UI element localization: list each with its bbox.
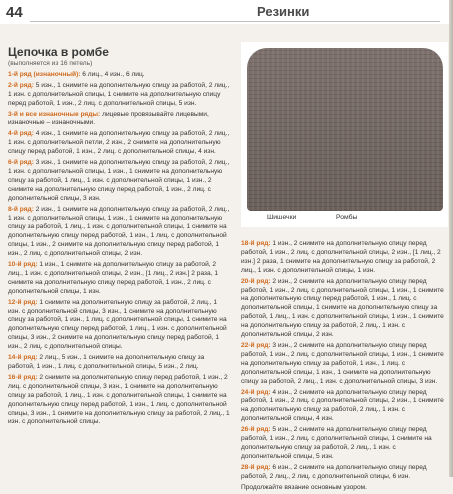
row-label: 3-й и все изнаночные ряды: [8, 110, 101, 118]
row-text: 1 снимите на дополнительную спицу за работой, 2 лиц., 1 изн. с дополнительной спицы, 3 изн., 1 снимите на дополнительную спицу за работой, 1 изн., 1 лиц. с дополнительной спицы, 1 снимите на дополнительную спицу перед работой, 1 лиц., 1 изн. с дополнительной спицы, 3 изн., 2 снимите на дополнительную спицу перед работой, 1 изн., 2 лиц. с дополнительной спицы. [8, 298, 227, 351]
row-text: 4 изн., 2 снимите на дополнительную спицу перед работой, 1 изн., 2 лиц. с дополнительной спицы, 2 изн., 1 снимите на дополнительную спицу за работой, 2 лиц., 1 изн. с дополнительной спицы, 4 изн. [241, 388, 444, 423]
row-label: 26-й ряд: [241, 426, 271, 434]
chapter-title: Резинки [257, 4, 310, 19]
row-4 [8, 130, 231, 157]
row-text: 5 изн., 2 снимите на дополнительную спицу перед работой, 1 изн., 2 лиц. с дополнительной спицы, 1 снимите на дополнительную спицу за работой, 2 лиц., 1 изн. с дополнительной спицы, 5 изн. [241, 426, 432, 460]
row-text: 1 изн., 1 снимите на дополнительную спицу за работой, 2 лиц., 1 изн. с дополнительной спицы, 2 изн., [1 лиц., 2 изн.] 2 раза, 1 снимите на дополнительную спицу перед работой, 1 изн., 2 лиц. с дополнительной спицы, 1 изн. [8, 261, 219, 295]
row-text: 2 изн., 2 снимите на дополнительную спицу перед работой, 1 изн., 2 лиц. с дополнительной спицы, 1 изн., 1 снимите на дополнительную спицу перед работой, 1 изн., 1 лиц. с дополнительной спицы, 1 снимите на дополнительную спицу за работой, 1 лиц., 1 изн. с дополнительной спицы, 1 изн., 1 снимите на дополнительную спицу за работой, 2 лиц., 1 изн. с дополнительной спицы, 2 изн. [241, 277, 444, 339]
row-20 [241, 278, 448, 340]
row-1 [8, 71, 231, 80]
row-text: 6 лиц., 4 изн., 6 лиц. [80, 70, 145, 78]
row-text: 1 изн., 2 снимите на дополнительную спицу перед работой, 1 изн., 2 лиц. с дополнительной спицы, 2 изн., [1 лиц., 2 изн.] 2 раза, 1 снимите на дополнительную спицу за работой, 2 лиц., 1 изн. с дополнительной спицы, 1 изн. [241, 240, 441, 274]
row-2 [8, 82, 231, 109]
row-label: 4-й ряд: [8, 130, 34, 138]
knit-swatch-image [247, 48, 443, 211]
row-label: 24-й ряд: [241, 388, 271, 396]
intro-note: (выполняется из 16 петель) [8, 60, 93, 67]
page-header [0, 0, 453, 24]
left-column [8, 60, 231, 429]
header-rule [30, 21, 440, 22]
row-26 [241, 426, 448, 462]
row-10 [8, 261, 231, 297]
page-number: 44 [6, 4, 23, 21]
row-label: 22-й ряд: [241, 341, 271, 349]
row-12 [8, 299, 231, 352]
section-title: Цепочка в ромбе [8, 45, 109, 59]
row-text: 4 изн., 1 снимите на дополнительную спицу за работой, 2 лиц., 1 изн. с дополнительной петли, 2 изн., 2 снимите на дополнительную спицу перед работой, 1 изн., 2 лиц. с дополнительной спицы, 4 изн. [8, 130, 230, 156]
row-14 [8, 354, 231, 372]
row-3 [8, 111, 231, 129]
row-text: 3 изн., 2 снимите на дополнительную спицу перед работой, 1 изн., 2 лиц. с дополнительной спицы, 1 изн., 1 снимите на дополнительную спицу за работой, 1 изн., 1 лиц. с дополнительной спицы, 1 изн., 1 снимите на дополнительную спицу за работой, 2 лиц., 1 изн. с дополнительной спицы, 3 изн. [241, 341, 444, 385]
row-label: 20-й ряд: [241, 277, 271, 285]
row-22 [241, 342, 448, 387]
photo-caption-left: Шишечки [267, 214, 297, 221]
row-text: 5 изн., 1 снимите на дополнительную спицу за работой, 2 лиц., 1 изн. с дополнительной спицы, 1 снимите на дополнительную спицу перед работой, 1 изн., 2 лиц. с дополнительной спицы, 5 изн. [8, 81, 230, 107]
row-text: 2 изн., 1 снимите на дополнительную спицу за работой, 2 лиц., 1 изн. с дополнительной спицы, 1 изн., 1 снимите на дополнительную спицу за работой, 1 лиц., 1 изн. с дополнительной спицы, 1 снимите на дополнительную спицу перед работой, 1 изн., 1 лиц. с дополнительной спицы, 1 изн., 2 снимите на дополнительную спицу перед работой, 1 изн., 2 лиц. с дополнительной спицы, 2 изн. [8, 205, 230, 258]
row-label: 2-й ряд: [8, 81, 34, 89]
row-text: лицевые провязывайте лицевыми, изнаночные – изнаночными. [8, 110, 209, 127]
row-label: 28-й ряд: [241, 463, 271, 471]
row-18 [241, 240, 448, 276]
knit-photo [241, 42, 448, 227]
row-text: 3 изн., 1 снимите на дополнительную спицу за работой, 2 лиц., 1 изн. с дополнительной спицы, 1 изн., 1 снимите на дополнительную спицу за работой, 1 лиц., 1 изн. с дополнительной спицы, 1 изн., 2 снимите на дополнительную спицу перед работой, 1 изн., 2 лиц. с дополнительной спицы, 3 изн. [8, 159, 230, 202]
row-label: 8-й ряд: [8, 205, 34, 213]
row-8 [8, 206, 231, 259]
row-label: 18-й ряд: [241, 240, 271, 247]
row-28 [241, 464, 448, 482]
row-label: 10-й ряд: [8, 261, 38, 269]
closing-note: Продолжайте вязание основным узором. [241, 483, 367, 491]
row-label: 6-й ряд: [8, 159, 34, 167]
row-label: 1-й ряд (изнаночный): [8, 70, 81, 78]
row-16 [8, 374, 231, 427]
photo-caption-right: Ромбы [336, 214, 358, 221]
row-text: 2 лиц., 5 изн., 1 снимите на дополнительную спицу за работой, 1 изн., 1 лиц. с дополнительной спицы, 5 изн., 2 лиц. [8, 354, 205, 370]
row-label: 16-й ряд: [8, 373, 38, 381]
page-edge [449, 0, 453, 477]
row-label: 14-й ряд: [8, 354, 38, 362]
row-text: 2 снимите на дополнительную спицу перед работой, 1 изн., 2 лиц. с дополнительной спицы, 3 изн., 1 снимите на дополнительную спицу за работой, 1 лиц., 1 изн. с дополнительной спицы, 1 снимите на дополнительную спицу перед работой, 1 изн., 1 лиц. с дополнительной спицы, 3 изн., 1 снимите на дополнительную спицу за работой, 2 лиц., 1 изн. с дополнительной спицы. [8, 373, 230, 426]
row-text: 6 изн., 2 снимите на дополнительную спицу перед работой, 2 лиц., 2 лиц. с дополнительной спицы, 6 изн. [241, 463, 427, 480]
right-column [241, 240, 448, 494]
row-24 [241, 389, 448, 425]
row-6 [8, 159, 231, 204]
row-label: 12-й ряд: [8, 298, 38, 306]
